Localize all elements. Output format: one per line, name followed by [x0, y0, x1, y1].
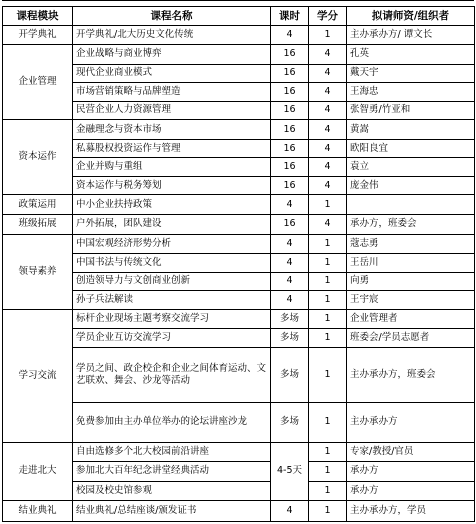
header-credit: 学分: [309, 7, 347, 26]
table-row: [3, 25, 475, 45]
course-cell: 自由选修多个北大校园前沿讲座: [73, 442, 271, 462]
hours-cell: 16: [271, 139, 309, 158]
hours-cell: 多场: [271, 329, 309, 348]
teacher-cell: [347, 195, 475, 215]
course-cell: 私募股权投资运作与管理: [73, 139, 271, 158]
credit-cell: 1: [309, 481, 347, 501]
table-row: [3, 64, 475, 83]
course-cell: 学员之间、政企校企和企业之间体育运动、文艺联欢、舞会、沙龙等活动: [73, 347, 271, 403]
credit-cell: 1: [309, 442, 347, 462]
table-row: [3, 101, 475, 120]
teacher-cell: 班委会/学员志愿者: [347, 329, 475, 348]
course-cell: 中小企业扶持政策: [73, 195, 271, 215]
hours-cell: 16: [271, 176, 309, 195]
header-module: 课程模块: [3, 7, 73, 26]
table-row: [3, 291, 475, 310]
hours-cell: 4: [271, 291, 309, 310]
table-row: [3, 501, 475, 522]
credit-cell: 4: [309, 45, 347, 65]
teacher-cell: 主办承办方: [347, 403, 475, 442]
teacher-cell: 主办承办方，学员: [347, 501, 475, 522]
teacher-cell: 承办方: [347, 481, 475, 501]
credit-cell: 4: [309, 101, 347, 120]
table-row: [3, 309, 475, 329]
hours-cell: 16: [271, 64, 309, 83]
credit-cell: 4: [309, 139, 347, 158]
teacher-cell: 企业管理者: [347, 309, 475, 329]
course-cell: 中国宏观经济形势分析: [73, 234, 271, 254]
table-row: [3, 120, 475, 140]
teacher-cell: 承办方，班委会: [347, 214, 475, 234]
header-course: 课程名称: [73, 7, 271, 26]
teacher-cell: 蔻志勇: [347, 234, 475, 254]
credit-cell: 1: [309, 291, 347, 310]
table-row: [3, 254, 475, 273]
credit-cell: 1: [309, 309, 347, 329]
course-cell: 免费参加由主办单位举办的论坛讲座沙龙: [73, 403, 271, 442]
teacher-cell: 欧阳良宜: [347, 139, 475, 158]
module-cell: 开学典礼: [3, 25, 73, 45]
course-cell: 民营企业人力资源管理: [73, 101, 271, 120]
teacher-cell: 承办方: [347, 462, 475, 482]
course-cell: 企业战略与商业博弈: [73, 45, 271, 65]
course-cell: 创造领导力与文创商业创新: [73, 272, 271, 291]
header-hours: 课时: [271, 7, 309, 26]
module-cell: 政策运用: [3, 195, 73, 215]
credit-cell: 1: [309, 501, 347, 522]
teacher-cell: 王宇宸: [347, 291, 475, 310]
curriculum-table: [2, 6, 475, 522]
table-row: [3, 481, 475, 501]
course-cell: 学员企业互访交流学习: [73, 329, 271, 348]
course-cell: 校园及校史馆参观: [73, 481, 271, 501]
module-cell: 结业典礼: [3, 501, 73, 522]
teacher-cell: 王岳川: [347, 254, 475, 273]
hours-cell: 16: [271, 158, 309, 177]
credit-cell: 1: [309, 195, 347, 215]
credit-cell: 4: [309, 158, 347, 177]
course-cell: 户外拓展，团队建设: [73, 214, 271, 234]
header-teacher: 拟请师资/组织者: [347, 7, 475, 26]
course-cell: 结业典礼/总结座谈/颁发证书: [73, 501, 271, 522]
module-cell: 学习交流: [3, 309, 73, 442]
table-row: [3, 272, 475, 291]
credit-cell: 4: [309, 176, 347, 195]
course-cell: 孙子兵法解读: [73, 291, 271, 310]
credit-cell: 1: [309, 329, 347, 348]
hours-cell: 16: [271, 83, 309, 102]
teacher-cell: 专家/教授/官员: [347, 442, 475, 462]
hours-cell: 16: [271, 45, 309, 65]
credit-cell: 1: [309, 234, 347, 254]
teacher-cell: 主办承办方/ 谭文长: [347, 25, 475, 45]
module-cell: 班级拓展: [3, 214, 73, 234]
table-row: [3, 234, 475, 254]
course-cell: 标杆企业现场主题考察交流学习: [73, 309, 271, 329]
table-row: [3, 195, 475, 215]
module-cell: 资本运作: [3, 120, 73, 195]
table-row: [3, 45, 475, 65]
teacher-cell: 主办承办方，班委会: [347, 347, 475, 403]
course-cell: 开学典礼/北大历史文化传统: [73, 25, 271, 45]
course-cell: 现代企业商业模式: [73, 64, 271, 83]
course-cell: 资本运作与税务筹划: [73, 176, 271, 195]
credit-cell: 1: [309, 254, 347, 273]
table-row: [3, 347, 475, 403]
table-row: [3, 214, 475, 234]
hours-cell: 4: [271, 25, 309, 45]
course-cell: 金融理念与资本市场: [73, 120, 271, 140]
credit-cell: 1: [309, 25, 347, 45]
hours-cell: 16: [271, 214, 309, 234]
credit-cell: 1: [309, 347, 347, 403]
hours-cell: 4: [271, 254, 309, 273]
teacher-cell: 袁立: [347, 158, 475, 177]
credit-cell: 1: [309, 462, 347, 482]
credit-cell: 4: [309, 214, 347, 234]
credit-cell: 4: [309, 64, 347, 83]
teacher-cell: 戴天宇: [347, 64, 475, 83]
table-row: [3, 83, 475, 102]
credit-cell: 1: [309, 272, 347, 291]
hours-cell: 多场: [271, 347, 309, 403]
table-row: [3, 442, 475, 462]
teacher-cell: 孔英: [347, 45, 475, 65]
module-cell: 领导素养: [3, 234, 73, 309]
teacher-cell: 张智勇/竹亚和: [347, 101, 475, 120]
table-row: [3, 462, 475, 482]
course-cell: 中国书法与传统文化: [73, 254, 271, 273]
course-cell: 市场营销策略与品牌塑造: [73, 83, 271, 102]
teacher-cell: 黄嵩: [347, 120, 475, 140]
hours-cell: 4: [271, 234, 309, 254]
hours-cell: 4-5天: [271, 442, 309, 501]
course-cell: 参加北大百年纪念讲堂经典活动: [73, 462, 271, 482]
credit-cell: 1: [309, 403, 347, 442]
hours-cell: 16: [271, 120, 309, 140]
table-row: [3, 403, 475, 442]
module-cell: 走进北大: [3, 442, 73, 501]
credit-cell: 4: [309, 83, 347, 102]
hours-cell: 多场: [271, 403, 309, 442]
hours-cell: 4: [271, 195, 309, 215]
table-row: [3, 329, 475, 348]
table-row: [3, 176, 475, 195]
table-row: [3, 158, 475, 177]
hours-cell: 4: [271, 272, 309, 291]
module-cell: 企业管理: [3, 45, 73, 120]
teacher-cell: 向勇: [347, 272, 475, 291]
hours-cell: 4: [271, 501, 309, 522]
course-cell: 企业并购与重组: [73, 158, 271, 177]
teacher-cell: 王海忠: [347, 83, 475, 102]
header-row: [3, 7, 475, 26]
hours-cell: 多场: [271, 309, 309, 329]
table-row: [3, 139, 475, 158]
credit-cell: 4: [309, 120, 347, 140]
teacher-cell: 庞金伟: [347, 176, 475, 195]
hours-cell: 16: [271, 101, 309, 120]
